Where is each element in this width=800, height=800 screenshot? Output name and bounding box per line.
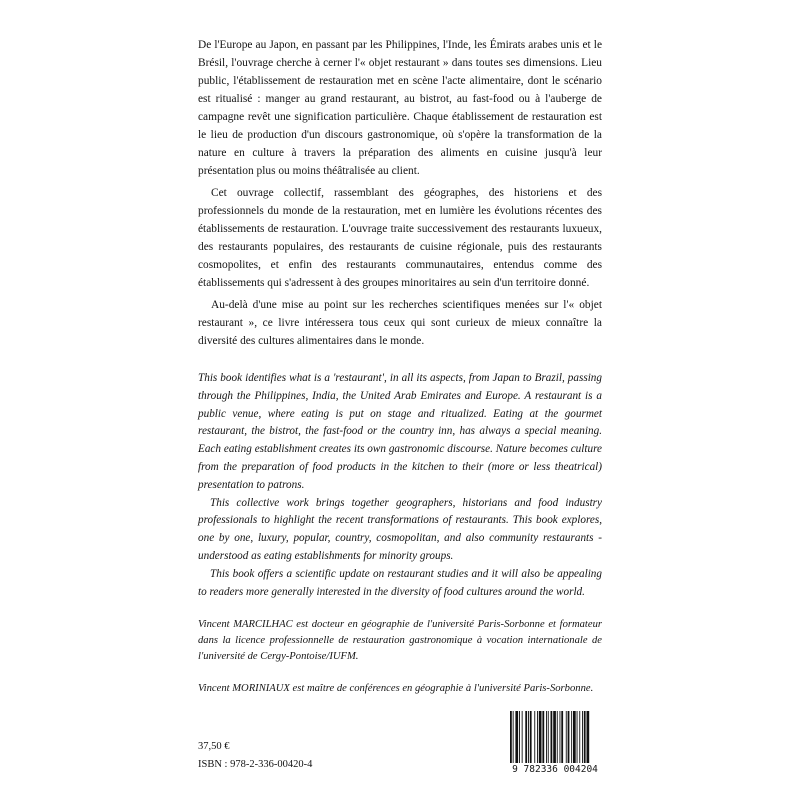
barcode-stripe xyxy=(587,711,590,767)
barcode-stripe xyxy=(557,711,558,767)
barcode-stripe xyxy=(539,711,542,767)
barcode-stripe xyxy=(577,711,578,767)
author-bio-marcilhac: Vincent MARCILHAC est docteur en géographie de l'université Paris-Sorbonne et formateur dans la licence professionnelle de restauration gastronomique à vocation internationale de l'université de Cergy-Pontoise/IUFM. xyxy=(198,619,602,663)
barcode-stripe xyxy=(510,711,512,767)
french-paragraph-2: Cet ouvrage collectif, rassemblant des géographes, des historiens et des professionnels du monde de la restauration, met en lumière les évolutions récentes des établissements de restauration. L'ouvrage traite successivement des restaurants luxueux, des restaurants populaires, des restaurants de cuisine régionale, puis des restaurants cosmopolites, et enfin des restaurants communautaires, entendus comme des établissements qui s'adressent à des groupes minoritaires au sein d'un territoire donné. xyxy=(198,187,602,289)
french-paragraph-1: De l'Europe au Japon, en passant par les Philippines, l'Inde, les Émirats arabes unis et le Brésil, l'ouvrage cherche à cerner l'« objet restaurant » dans toutes ses dimensions. Lieu public, l'établissement de restauration met en scène l'acte alimentaire, dont le scénario est ritualisé : manger au grand restaurant, au bistrot, au fast-food ou à l'auberge de campagne revêt une signification particulière. Chaque établissement de restauration est le lieu de production d'un discours gastronomique, où s'opère la transformation de la nature en culture à travers la préparation des aliments en cuisine jusqu'à leur présentation plus ou moins théâtralisée au client. xyxy=(198,39,602,177)
barcode-stripe xyxy=(551,711,553,767)
barcode-stripe xyxy=(522,711,523,767)
barcode-stripe xyxy=(568,711,570,767)
barcode-stripe xyxy=(534,711,535,767)
english-paragraph-2: This collective work brings together geographers, historians and food industry professionals to highlight the recent transformations of restaurants. This book explores, one by one, luxury, popular, country, cosmopolitan, and also community restaurants - understood as eating establishments for minority groups. xyxy=(198,496,602,562)
barcode-stripe xyxy=(573,711,576,767)
barcode-stripe xyxy=(571,711,572,767)
barcode-stripe xyxy=(560,711,561,767)
french-blurb xyxy=(198,36,602,350)
barcode-stripe xyxy=(513,711,514,767)
barcode-stripe xyxy=(542,711,544,767)
barcode-stripe xyxy=(579,711,580,767)
barcode-stripe xyxy=(553,711,556,767)
barcode-stripe xyxy=(561,711,563,767)
barcode-stripe xyxy=(519,711,520,767)
barcode-stripe xyxy=(515,711,518,767)
barcode-stripe xyxy=(548,711,549,767)
barcode-stripe xyxy=(582,711,583,767)
barcode-stripe xyxy=(537,711,538,767)
barcode-stripe xyxy=(525,711,527,767)
barcode-number: 9 782336 004204 xyxy=(508,763,602,777)
barcode-stripe xyxy=(584,711,586,767)
barcode-stripe xyxy=(530,711,532,767)
barcode-stripe xyxy=(528,711,529,767)
english-blurb xyxy=(198,370,602,601)
back-cover-text xyxy=(198,36,602,697)
author-bio-moriniaux: Vincent MORINIAUX est maître de conférences en géographie à l'université Paris-Sorbonne. xyxy=(198,683,594,695)
barcode xyxy=(508,711,602,777)
english-paragraph-1: This book identifies what is a 'restaurant', in all its aspects, from Japan to Brazil, passing through the Philippines, India, the United Arab Emirates and Europe. A restaurant is a public venue, where eating is put on stage and ritualized. Eating at the gourmet restaurant, the bistrot, the fast-food or the country inn, has always a special meaning. Each eating establishment creates its own gastronomic discourse. Nature becomes culture from the preparation of food products in the kitchen to their (more or less theatrical) presentation to patrons. xyxy=(198,372,602,491)
price-label: 37,50 € xyxy=(198,741,230,752)
isbn-label: ISBN : 978-2-336-00420-4 xyxy=(198,759,313,770)
english-paragraph-3: This book offers a scientific update on restaurant studies and it will also be appealing to readers more generally interested in the diversity of food cultures around the world. xyxy=(198,567,602,598)
barcode-stripe xyxy=(566,711,567,767)
author-bios xyxy=(198,617,602,697)
barcode-stripe xyxy=(546,711,547,767)
french-paragraph-3: Au-delà d'une mise au point sur les recherches scientifiques menées sur l'« objet restaurant », ce livre intéressera tous ceux qui sont curieux de mieux connaître la diversité des cultures alimentaires dans le monde. xyxy=(198,299,602,347)
